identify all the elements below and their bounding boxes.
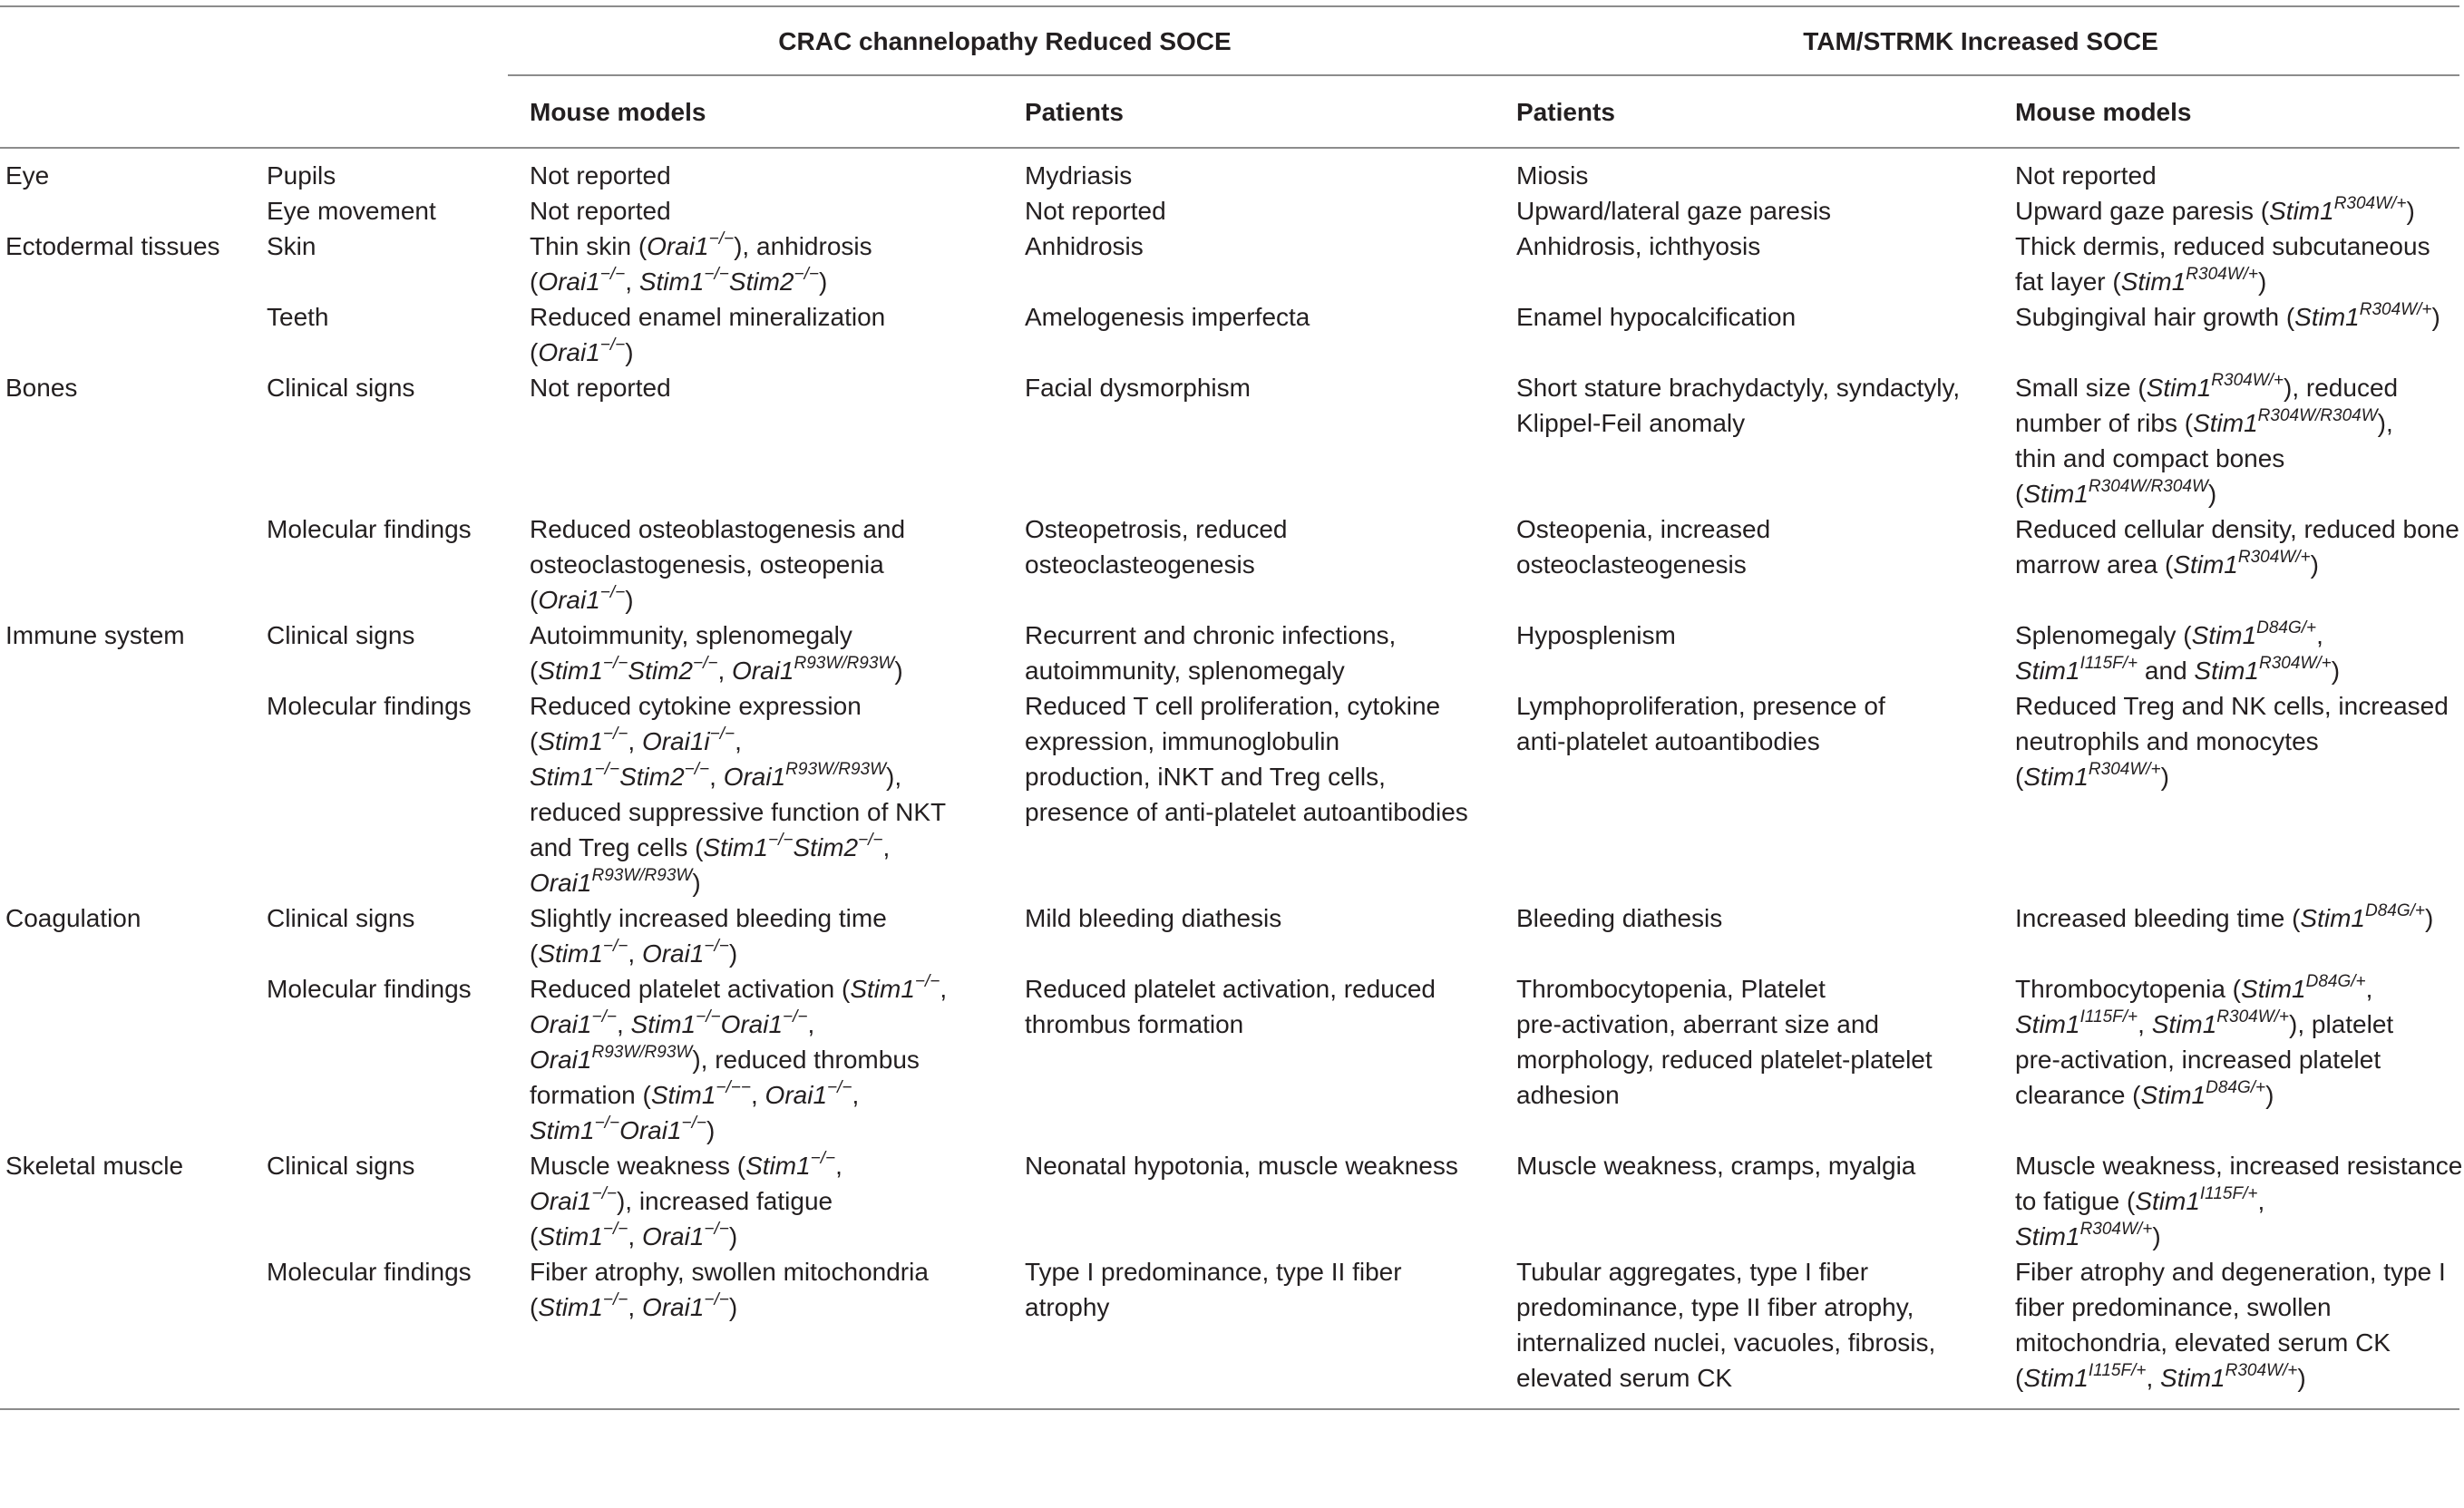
cell-patients-increased: Muscle weakness, cramps, myalgia [1516,1152,1916,1180]
cell-patients-increased: Anhidrosis, ichthyosis [1516,232,1761,260]
cell-patients-reduced: Reduced T cell proliferation, cytokine expression, immunoglobulin production, iNKT and Treg cells, presence of anti-platelet autoantibodies [1025,692,1468,826]
feature-cell: Clinical signs [267,374,415,402]
table-row [0,618,2459,688]
cell-mouse-increased: Thrombocytopenia ($Stim1^{D84G/+}$, $Stim1^{I115F/+}$, $Stim1^{R304W/+}$), platelet pre-activation, increased platelet clearance $(Stim1^{D84G/+})$ [2015,972,2394,1109]
cell-mouse-increased: Splenomegaly ($Stim1^{D84G/+}$, $Stim1^{I115F/+}$ and $Stim1^{R304W/+}$) [2015,618,2341,685]
cell-mouse-increased: Reduced cellular density, reduced bone marrow area $(Stim1^{R304W/+})$ [2015,515,2459,579]
cell-patients-reduced: Reduced platelet activation, reduced thrombus formation [1025,975,1436,1038]
category-cell: Ectodermal tissues [5,232,220,260]
table-row [0,370,2459,511]
cell-patients-reduced: Not reported [1025,197,1166,225]
feature-cell: Clinical signs [267,1152,415,1180]
cell-patients-increased: Upward/lateral gaze paresis [1516,197,1832,225]
cell-mouse-increased: Not reported [2015,161,2157,190]
cell-mouse-increased: Muscle weakness, increased resistance to fatigue ($Stim1^{I115F/+}$, $Stim1^{R304W/+}$) [2015,1152,2463,1250]
category-cell: Coagulation [5,904,141,932]
feature-cell: Clinical signs [267,904,415,932]
cell-mouse-reduced: Not reported [530,161,671,190]
cell-mouse-increased: Thick dermis, reduced subcutaneous fat layer $(Stim1^{R304W/+})$ [2015,232,2430,296]
col-header-patients-reduced: Patients [1025,97,1124,126]
table-row [0,688,2459,900]
cell-patients-reduced: Type I predominance, type II fiber atrophy [1025,1258,1402,1321]
cell-mouse-reduced: Reduced osteoblastogenesis and osteoclastogenesis, osteopenia (Orai1−/−) [530,515,906,614]
col-header-mouse-increased: Mouse models [2015,97,2192,126]
cell-patients-increased: Short stature brachydactyly, syndactyly, Klippel-Feil anomaly [1516,374,1961,437]
category-cell: Eye [5,161,50,190]
col-header-mouse-reduced: Mouse models [530,97,706,126]
table-row [0,900,2459,971]
table-row [0,971,2459,1148]
table-row [0,193,2459,229]
cell-patients-increased: Enamel hypocalcification [1516,303,1797,331]
table-row [0,511,2459,618]
table-row [0,1148,2459,1254]
cell-patients-increased: Hyposplenism [1516,621,1676,649]
group-header-row [0,6,2459,75]
soce-comparison-table [0,5,2463,1410]
cell-mouse-increased: Small size $(Stim1^{R304W/+})$, reduced number of ribs $(Stim1^{R304W/R304W})$, thin and compact bones $(Stim1^{R304W/R304W})$ [2015,371,2399,508]
cell-patients-increased: Tubular aggregates, type I fiber predominance, type II fiber atrophy, internalized nuclei, vacuoles, fibrosis, elevated serum CK [1516,1258,1936,1392]
cell-patients-reduced: Mild bleeding diathesis [1025,904,1282,932]
feature-cell: Molecular findings [267,975,472,1003]
cell-mouse-reduced: Reduced cytokine expression (Stim1−/−, Orai1i−/−, Stim1−/−Stim2−/−, $Orai1^{R93W/R93W}$), reduced suppressive function of NKT and Treg cells (Stim1−/−Stim2−/−, $Orai1^{R93W/R93W}$) [530,692,947,897]
cell-mouse-reduced: Thin skin (Orai1−/−), anhidrosis (Orai1−/−, Stim1−/−Stim2−/−) [530,229,872,296]
table-row [0,158,2459,193]
cell-patients-reduced: Mydriasis [1025,161,1133,190]
cell-patients-increased: Thrombocytopenia, Platelet pre-activation, aberrant size and morphology, reduced platelet-platelet adhesion [1516,975,1933,1109]
cell-mouse-reduced: Not reported [530,197,671,225]
col-header-patients-increased: Patients [1516,97,1615,126]
cell-mouse-reduced: Fiber atrophy, swollen mitochondria (Stim1−/−, Orai1−/−) [530,1258,929,1321]
cell-patients-increased: Miosis [1516,161,1589,190]
cell-mouse-reduced: Reduced enamel mineralization (Orai1−/−) [530,303,886,366]
cell-patients-reduced: Anhidrosis [1025,232,1144,260]
group-header-reduced: CRAC channelopathy Reduced SOCE [508,6,1502,75]
table-row [0,229,2459,299]
cell-patients-reduced: Amelogenesis imperfecta [1025,303,1310,331]
feature-cell: Molecular findings [267,1258,472,1286]
cell-mouse-increased: Reduced Treg and NK cells, increased neutrophils and monocytes $(Stim1^{R304W/+})$ [2015,692,2449,791]
table-row [0,1254,2459,1409]
category-cell: Bones [5,374,78,402]
table-row [0,299,2459,370]
group-header-increased: TAM/STRMK Increased SOCE [1502,6,2459,75]
column-header-row [0,75,2459,148]
cell-patients-increased: Bleeding diathesis [1516,904,1723,932]
cell-patients-reduced: Neonatal hypotonia, muscle weakness [1025,1152,1458,1180]
feature-cell: Molecular findings [267,692,472,720]
cell-mouse-reduced: Autoimmunity, splenomegaly (Stim1−/−Stim2−/−, $Orai1^{R93W/R93W}$) [530,621,903,685]
feature-cell: Eye movement [267,197,436,225]
cell-patients-reduced: Facial dysmorphism [1025,374,1251,402]
cell-patients-increased: Osteopenia, increased osteoclasteogenesis [1516,515,1771,579]
cell-patients-increased: Lymphoproliferation, presence of anti-platelet autoantibodies [1516,692,1885,755]
cell-mouse-reduced: Muscle weakness (Stim1−/−, Orai1−/−), increased fatigue (Stim1−/−, Orai1−/−) [530,1149,842,1250]
cell-mouse-reduced: Not reported [530,374,671,402]
category-cell: Skeletal muscle [5,1152,184,1180]
feature-cell: Molecular findings [267,515,472,543]
cell-mouse-reduced: Slightly increased bleeding time (Stim1−/−, Orai1−/−) [530,904,887,968]
feature-cell: Skin [267,232,317,260]
feature-cell: Clinical signs [267,621,415,649]
cell-patients-reduced: Recurrent and chronic infections, autoimmunity, splenomegaly [1025,621,1397,685]
category-cell: Immune system [5,621,185,649]
cell-patients-reduced: Osteopetrosis, reduced osteoclasteogenesis [1025,515,1288,579]
cell-mouse-reduced: Reduced platelet activation (Stim1−/−, Orai1−/−, Stim1−/−Orai1−/−, $Orai1^{R93W/R93W}$), reduced thrombus formation (Stim1−/−−, Orai1−/−, Stim1−/−Orai1−/−) [530,972,948,1144]
feature-cell: Teeth [267,303,329,331]
cell-mouse-increased: Subgingival hair growth $(Stim1^{R304W/+})$ [2015,300,2440,331]
cell-mouse-increased: Increased bleeding time $(Stim1^{D84G/+})$ [2015,901,2434,932]
cell-mouse-increased: Upward gaze paresis $(Stim1^{R304W/+})$ [2015,194,2415,225]
cell-mouse-increased: Fiber atrophy and degeneration, type I fiber predominance, swollen mitochondria, elevated serum CK ($Stim1^{I115F/+}$, $Stim1^{R304W/+}$) [2015,1258,2446,1392]
feature-cell: Pupils [267,161,336,190]
